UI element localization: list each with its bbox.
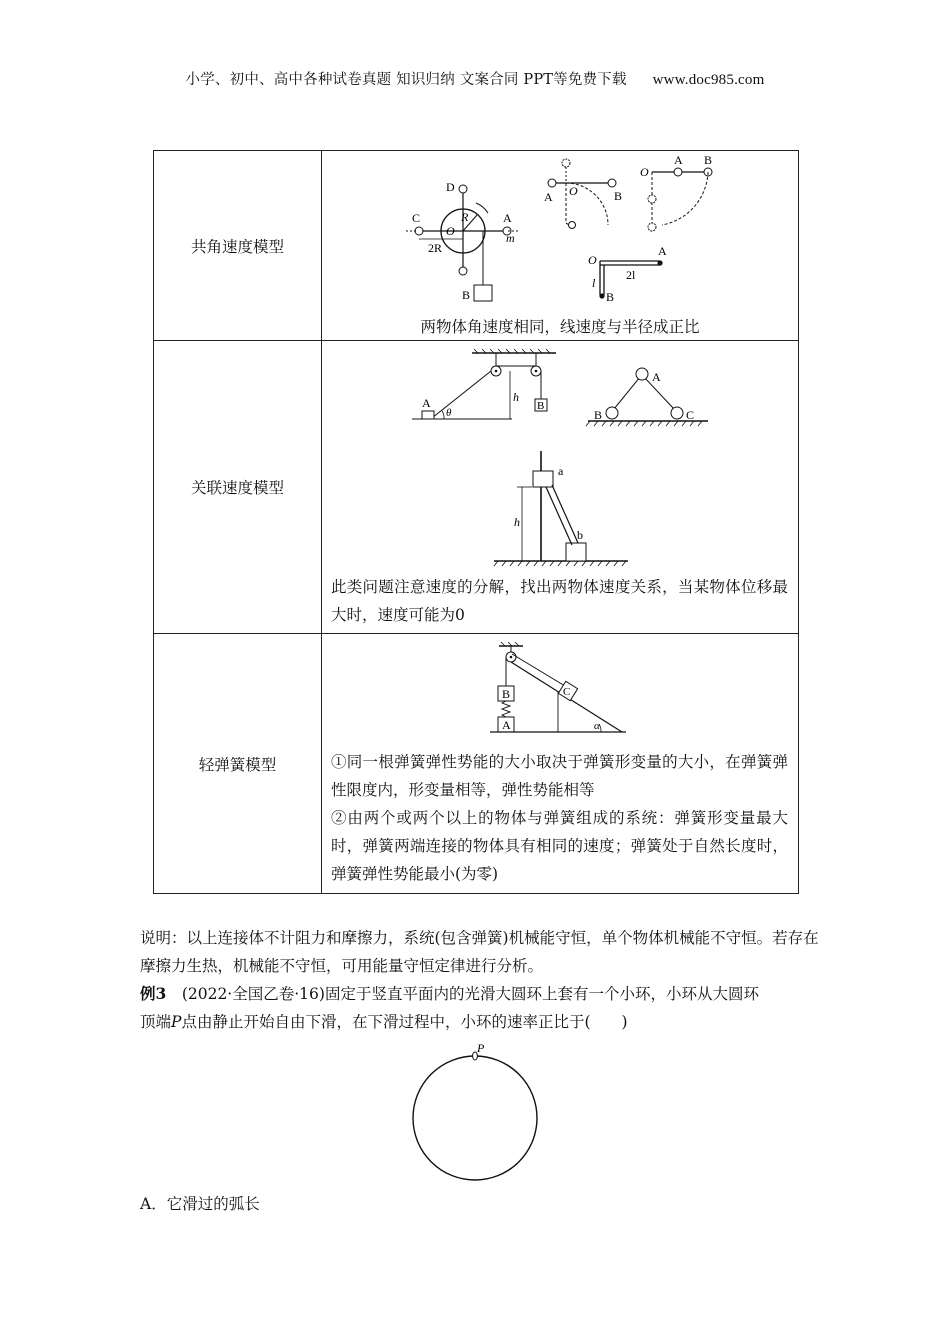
label-h: h xyxy=(513,390,519,404)
row-label: 共角速度模型 xyxy=(154,151,322,341)
l-rod-diagram xyxy=(588,244,667,304)
label-b: B xyxy=(606,290,615,304)
point-1: ①同一根弹簧弹性势能的大小取决于弹簧形变量的大小，在弹簧弹性限度内，形变量相等，弹性势能相等 xyxy=(331,753,788,799)
table-row xyxy=(154,341,799,634)
option-a[interactable]: A．它滑过的弧长 xyxy=(140,1195,260,1213)
label-c: C xyxy=(563,686,571,698)
label-h: h xyxy=(514,515,520,529)
angular-velocity-figures xyxy=(322,151,798,341)
example-text-2a: 顶端 xyxy=(140,1013,172,1031)
spring-figure xyxy=(322,634,798,738)
label-m: m xyxy=(506,231,515,245)
spring-points xyxy=(322,748,798,888)
point-2: ②由两个或两个以上的物体与弹簧组成的系统：弹簧形变量最大时，弹簧两端连接的物体具有相同的速度；弹簧处于自然长度时，弹簧弹性势能最小(为零) xyxy=(331,809,788,883)
label-b: B xyxy=(704,153,713,167)
label-o: O xyxy=(640,165,649,179)
related-velocity-note xyxy=(322,573,798,629)
ring-figure xyxy=(378,1040,578,1190)
label-b: B xyxy=(462,288,471,302)
example-label: 例3 xyxy=(140,984,167,1003)
row-content xyxy=(322,151,799,341)
label-theta: θ xyxy=(446,407,452,419)
row-label: 关联速度模型 xyxy=(154,341,322,634)
label-a: A xyxy=(544,190,553,204)
row-content xyxy=(322,634,799,894)
header-text: 小学、初中、高中各种试卷真题 知识归纳 文案合同 PPT等免费下载 xyxy=(185,72,627,88)
label-2l: 2l xyxy=(626,268,636,282)
label-b: B xyxy=(537,400,545,412)
label-a: a xyxy=(558,464,564,478)
two-ball-rod-diagram xyxy=(640,153,712,231)
label-b: B xyxy=(502,687,511,701)
label-d: D xyxy=(446,180,455,194)
label-b: b xyxy=(577,528,583,542)
label-a: A xyxy=(658,244,667,258)
label-r: R xyxy=(461,210,469,224)
example-text-2b: 点由静止开始自由下滑，在下滑过程中，小环的速率正比于( ) xyxy=(181,1013,628,1031)
label-l: l xyxy=(592,276,596,290)
label-alpha: α xyxy=(594,720,600,732)
three-ball-diagram xyxy=(586,368,708,426)
label-o: O xyxy=(446,224,455,238)
label-a: A xyxy=(422,396,431,410)
label-a: A xyxy=(652,370,661,384)
header-site: www.doc985.com xyxy=(652,72,765,88)
label-c: C xyxy=(412,211,421,225)
page-header xyxy=(0,68,950,89)
models-table xyxy=(153,150,799,894)
row-label: 轻弹簧模型 xyxy=(154,634,322,894)
example-text-1: 固定于竖直平面内的光滑大圆环上套有一个小环，小环从大圆环 xyxy=(324,985,759,1003)
related-velocity-figures xyxy=(322,341,798,567)
pulley-diagram xyxy=(406,180,518,302)
label-a: A xyxy=(502,718,511,732)
label-a: A xyxy=(503,211,512,225)
explanation-note: 说明：以上连接体不计阻力和摩擦力，系统(包含弹簧)机械能守恒，单个物体机械能不守恒。若存在摩擦力生热，机械能不守恒，可用能量守恒定律进行分析。 xyxy=(140,929,819,975)
rotating-rod-diagram xyxy=(544,159,622,229)
label-2r: 2R xyxy=(428,241,443,255)
label-o: O xyxy=(588,253,597,267)
row-text: 此类问题注意速度的分解，找出两物体速度关系，当某物体位移最大时，速度可能为0 xyxy=(331,578,788,624)
table-row xyxy=(154,151,799,341)
label-b: B xyxy=(594,408,603,422)
incline-pulley-diagram xyxy=(412,349,556,419)
row-caption: 两物体角速度相同，线速度与半径成正比 xyxy=(420,318,700,336)
example-source: (2022·全国乙卷·16) xyxy=(181,985,325,1003)
row-content xyxy=(322,341,799,634)
label-b: B xyxy=(614,189,623,203)
example-3 xyxy=(140,980,820,1036)
sliding-rod-diagram xyxy=(494,451,628,566)
label-p: P xyxy=(477,1041,485,1055)
label-a: A xyxy=(674,153,683,167)
label-o: O xyxy=(569,184,578,198)
example-text-2p: P xyxy=(171,1013,182,1031)
table-row xyxy=(154,634,799,894)
label-c: C xyxy=(686,408,695,422)
